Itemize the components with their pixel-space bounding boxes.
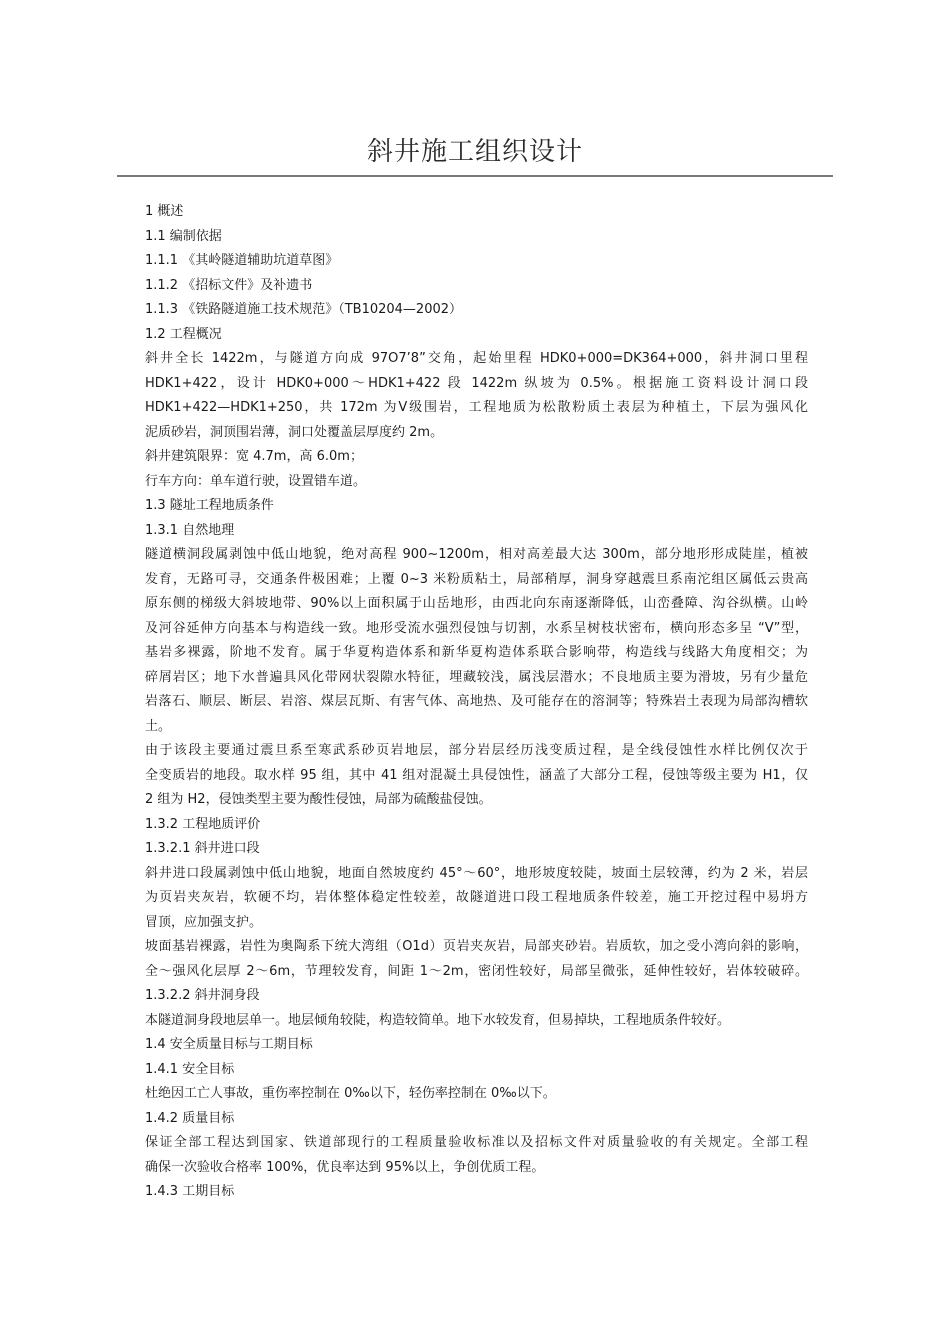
- document-body: [145, 200, 808, 1205]
- section-heading: 1.4.2 质量目标: [145, 1110, 235, 1126]
- paragraph-line: 本隧道洞身段地层单一。地层倾角较陡，构造较简单。地下水较发育，但易掉块，工程地质条件较好。: [145, 1012, 731, 1028]
- paragraph-line: 原东侧的梯级大斜坡地带、90%以上面积属于山岳地形，由西北向东南逐渐降低，山峦叠障、沟谷纵横。山岭: [145, 596, 808, 611]
- paragraph-line: 全变质岩的地段。取水样 95 组，其中 41 组对混凝土具侵蚀性，涵盖了大部分工程，侵蚀等级主要为 H1，仅: [145, 767, 808, 783]
- paragraph-line: 冒顶，应加强支护。: [145, 914, 263, 930]
- paragraph-line: 保证全部工程达到国家、铁道部现行的工程质量验收标准以及招标文件对质量验收的有关规定。全部工程: [145, 1135, 808, 1150]
- section-heading: 1.2 工程概况: [145, 326, 222, 342]
- paragraph-line: 斜井全长 1422m，与隧道方向成 97O7’8”交角，起始里程 HDK0+000=DK364+000，斜井洞口里程: [145, 351, 808, 366]
- section-heading: 1.4 安全质量目标与工期目标: [145, 1037, 313, 1052]
- section-heading: 1.3.2.1 斜井进口段: [145, 841, 260, 856]
- section-heading: 1.1.1 《其岭隧道辅助坑道草图》: [145, 253, 339, 268]
- paragraph-line: 岩落石、顺层、断层、岩溶、煤层瓦斯、有害气体、高地热、及可能存在的溶洞等；特殊岩土表现为局部沟槽软: [145, 694, 808, 709]
- section-heading: 1.4.3 工期目标: [145, 1184, 235, 1199]
- paragraph-line: 及河谷延伸方向基本与构造线一致。地形受流水强烈侵蚀与切割，水系呈树枝状密布，横向形态多呈 “V”型，: [145, 620, 808, 636]
- paragraph-line: 2 组为 H2，侵蚀类型主要为酸性侵蚀，局部为硫酸盐侵蚀。: [145, 792, 492, 807]
- paragraph-line: HDK1+422—HDK1+250，共 172m 为Ⅴ级围岩，工程地质为松散粉质土表层为种植土，下层为强风化: [145, 400, 808, 415]
- paragraph-line: 坡面基岩裸露，岩性为奥陶系下统大湾组（O1d）页岩夹灰岩，局部夹砂岩。岩质软，加之受小湾向斜的影响，: [145, 939, 808, 954]
- page-title: 斜井施工组织设计: [366, 137, 583, 167]
- paragraph-line: 全～强风化层厚 2～6m，节理较发育，间距 1～2m，密闭性较好，局部呈微张，延伸性较好，岩体较破碎。: [145, 963, 808, 979]
- paragraph-line: 碎屑岩区；地下水普遍具风化带网状裂隙水特征，埋藏较浅，属浅层潜水；不良地质主要为滑坡，另有少量危: [145, 669, 808, 685]
- paragraph-line: 斜井建筑限界：宽 4.7m，高 6.0m；: [145, 449, 363, 464]
- paragraph-line: 土。: [145, 718, 172, 734]
- section-heading: 1.1.2 《招标文件》及补遗书: [145, 277, 313, 293]
- paragraph-line: 斜井进口段属剥蚀中低山地貌，地面自然坡度约 45°～60°，地形坡度较陡，坡面土层较薄，约为 2 米，岩层: [145, 865, 808, 881]
- section-heading: 1 概述: [145, 204, 184, 219]
- paragraph-line: HDK1+422，设计 HDK0+000～HDK1+422 段 1422m 纵坡为 0.5%。根据施工资料设计洞口段: [145, 375, 808, 391]
- section-heading: 1.4.1 安全目标: [145, 1061, 235, 1077]
- paragraph-line: 杜绝因工亡人事故，重伤率控制在 0‰以下，轻伤率控制在 0‰以下。: [145, 1086, 556, 1101]
- section-heading: 1.3.2 工程地质评价: [145, 816, 261, 832]
- section-heading: 1.3 隧址工程地质条件: [145, 498, 274, 513]
- section-heading: 1.3.2.2 斜井洞身段: [145, 988, 260, 1003]
- paragraph-line: 发育，无路可寻，交通条件极困难；上覆 0~3 米粉质粘土，局部稍厚，洞身穿越震旦系南沱组区属低云贵高: [145, 571, 808, 587]
- paragraph-line: 由于该段主要通过震旦系至寒武系砂页岩地层，部分岩层经历浅变质过程，是全线侵蚀性水样比例仅次于: [145, 743, 808, 758]
- section-heading: 1.1.3 《铁路隧道施工技术规范》（TB10204—2002）: [145, 302, 463, 317]
- paragraph-line: 隧道横洞段属剥蚀中低山地貌，绝对高程 900~1200m，相对高差最大达 300m，部分地形形成陡崖，植被: [145, 547, 808, 562]
- title-divider: [117, 175, 833, 177]
- paragraph-line: 行车方向：单车道行驶，设置错车道。: [145, 473, 367, 489]
- section-heading: 1.1 编制依据: [145, 228, 222, 244]
- section-heading: 1.3.1 自然地理: [145, 522, 235, 538]
- paragraph-line: 基岩多裸露，阶地不发育。属于华夏构造体系和新华夏构造体系联合影响带，构造线与线路大角度相交；为: [145, 645, 808, 660]
- paragraph-line: 泥质砂岩，洞顶围岩薄，洞口处覆盖层厚度约 2m。: [145, 424, 444, 440]
- paragraph-line: 为页岩夹灰岩，软硬不均，岩体整体稳定性较差，故隧道进口段工程地质条件较差，施工开挖过程中易坍方: [145, 890, 808, 905]
- paragraph-line: 确保一次验收合格率 100%，优良率达到 95%以上，争创优质工程。: [145, 1159, 545, 1175]
